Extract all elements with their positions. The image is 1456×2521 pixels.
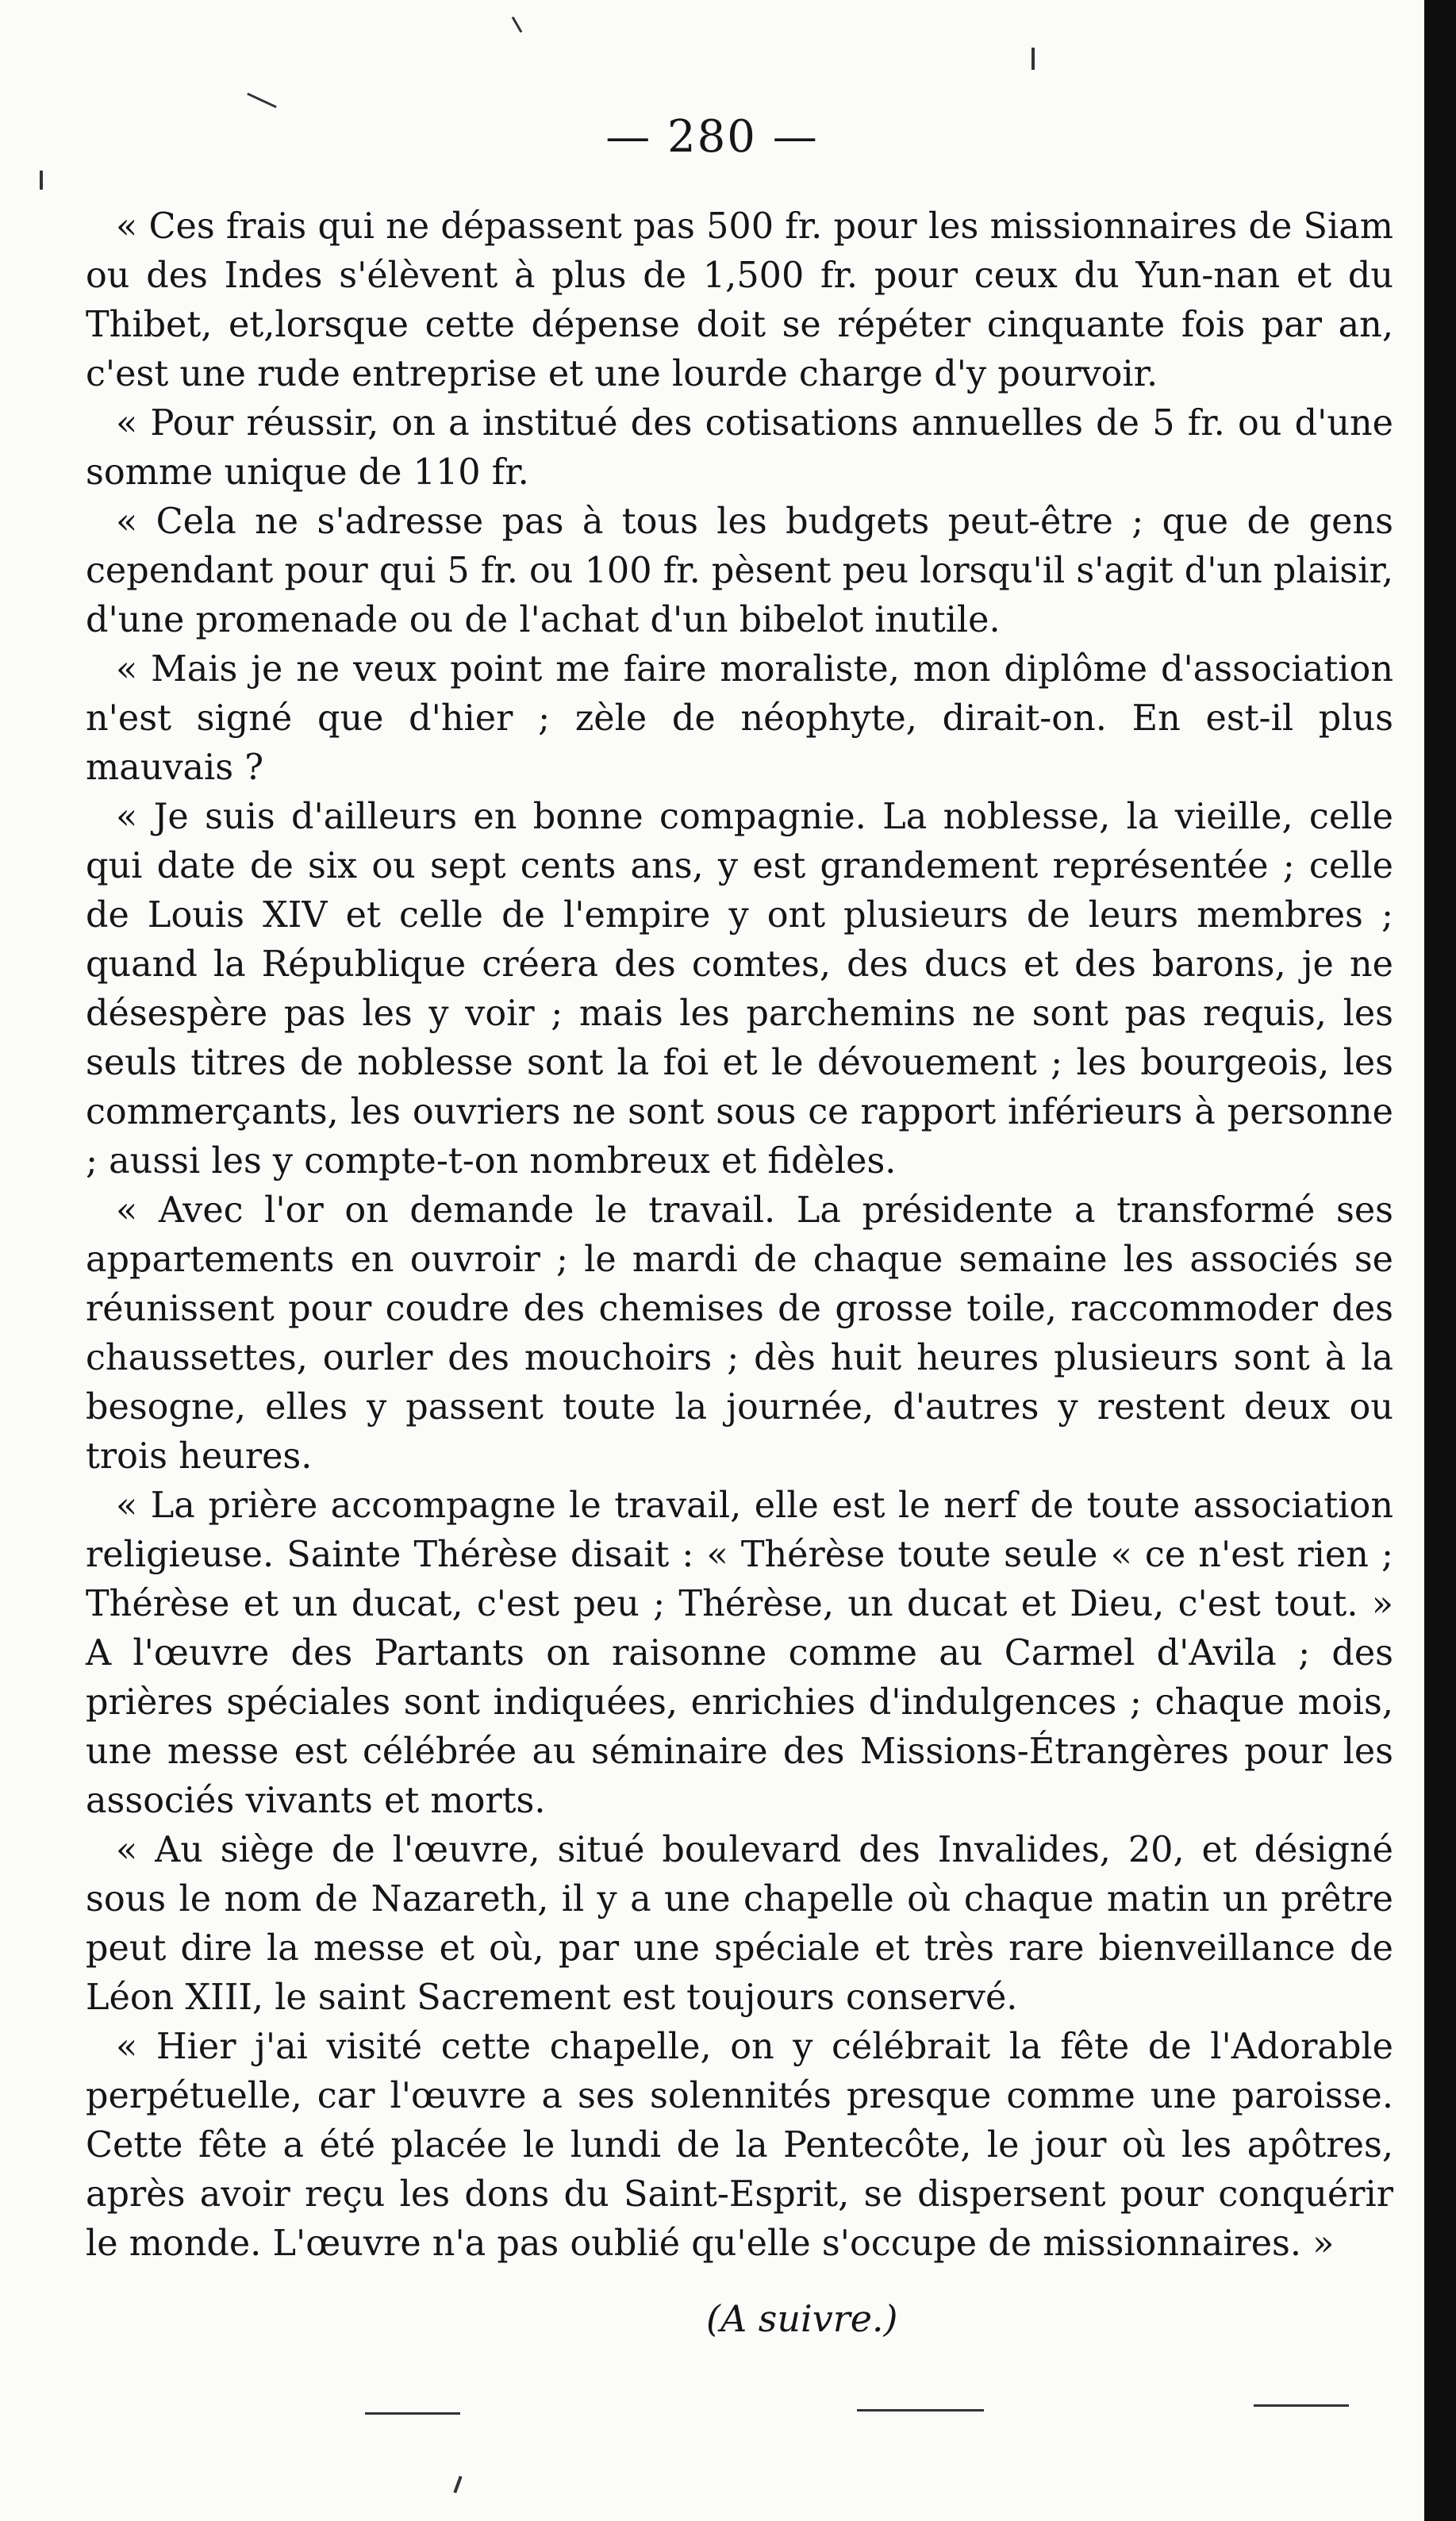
paragraph: « Ces frais qui ne dépassent pas 500 fr. pour les missionnaires de Siam ou des Indes s'élèvent à plus de 1,500 fr. pour ceux du Yun-nan et du Thibet, et,lorsque cette dépense doit se répéter cinquante fois par an, c'est une rude entreprise et une lourde charge d'y pourvoir. <box>86 206 1393 394</box>
paragraph: « Pour réussir, on a institué des cotisations annuelles de 5 fr. ou d'une somme unique de 110 fr. <box>86 403 1393 493</box>
print-speck <box>247 93 277 109</box>
print-speck <box>1254 2404 1349 2407</box>
paragraph: « Avec l'or on demande le travail. La présidente a transformé ses appartements en ouvroir ; le mardi de chaque semaine les associés se réunissent pour coudre des chemises de grosse toile, raccommoder des chaussettes, ourler des mouchoirs ; dès huit heures plusieurs sont à la besogne, elles y passent toute la journée, d'autres y restent deux ou trois heures. <box>86 1190 1393 1477</box>
page-edge-shadow <box>1424 0 1456 2521</box>
page-number: — 280 — <box>605 111 819 163</box>
continued-note: (A suivre.) <box>706 2297 898 2340</box>
paragraph: « Mais je ne veux point me faire moraliste, mon diplôme d'association n'est signé que d'hier ; zèle de néophyte, dirait-on. En est-il plus mauvais ? <box>86 649 1393 788</box>
paragraph: « Je suis d'ailleurs en bonne compagnie. La noblesse, la vieille, celle qui date de six ou sept cents ans, y est grandement représentée ; celle de Louis XIV et celle de l'empire y ont plusieurs de leurs membres ; quand la République créera des comtes, des ducs et des barons, je ne désespère pas les y voir ; mais les parchemins ne sont pas requis, les seuls titres de noblesse sont la foi et le dévouement ; les bourgeois, les commerçants, les ouvriers ne sont sous ce rapport inférieurs à personne ; aussi les y compte-t-on nombreux et fidèles. <box>86 797 1393 1182</box>
paragraph: « La prière accompagne le travail, elle est le nerf de toute association religieuse. Sainte Thérèse disait : « Thérèse toute seule « ce n'est rien ; Thérèse et un ducat, c'est peu ; Thérèse, un ducat et Dieu, c'est tout. » A l'œuvre des Partants on raisonne comme au Carmel d'Avila ; des prières spéciales sont indiquées, enrichies d'indulgences ; chaque mois, une messe est célébrée au séminaire des Missions-Étrangères pour les associés vivants et morts. <box>86 1485 1393 1821</box>
print-speck <box>1031 48 1035 70</box>
paragraph: « Au siège de l'œuvre, situé boulevard des Invalides, 20, et désigné sous le nom de Nazareth, il y a une chapelle où chaque matin un prêtre peut dire la messe et où, par une spéciale et très rare bienveillance de Léon XIII, le saint Sacrement est toujours conservé. <box>86 1830 1393 2018</box>
print-speck <box>857 2409 984 2411</box>
paragraph: « Cela ne s'adresse pas à tous les budgets peut-être ; que de gens cependant pour qui 5 fr. ou 100 fr. pèsent peu lorsqu'il s'agit d'un plaisir, d'une promenade ou de l'achat d'un bibelot inutile. <box>86 502 1393 640</box>
print-speck <box>365 2412 460 2415</box>
print-speck <box>453 2476 462 2493</box>
body-text <box>86 202 1393 2269</box>
print-speck <box>40 171 43 190</box>
paragraph: « Hier j'ai visité cette chapelle, on y célébrait la fête de l'Adorable perpétuelle, car l'œuvre a ses solennités presque comme une paroisse. Cette fête a été placée le lundi de la Pentecôte, le jour où les apôtres, après avoir reçu les dons du Saint-Esprit, se dispersent pour conquérir le monde. L'œuvre n'a pas oublié qu'elle s'occupe de missionnaires. » <box>86 2027 1393 2264</box>
print-speck <box>512 17 523 33</box>
